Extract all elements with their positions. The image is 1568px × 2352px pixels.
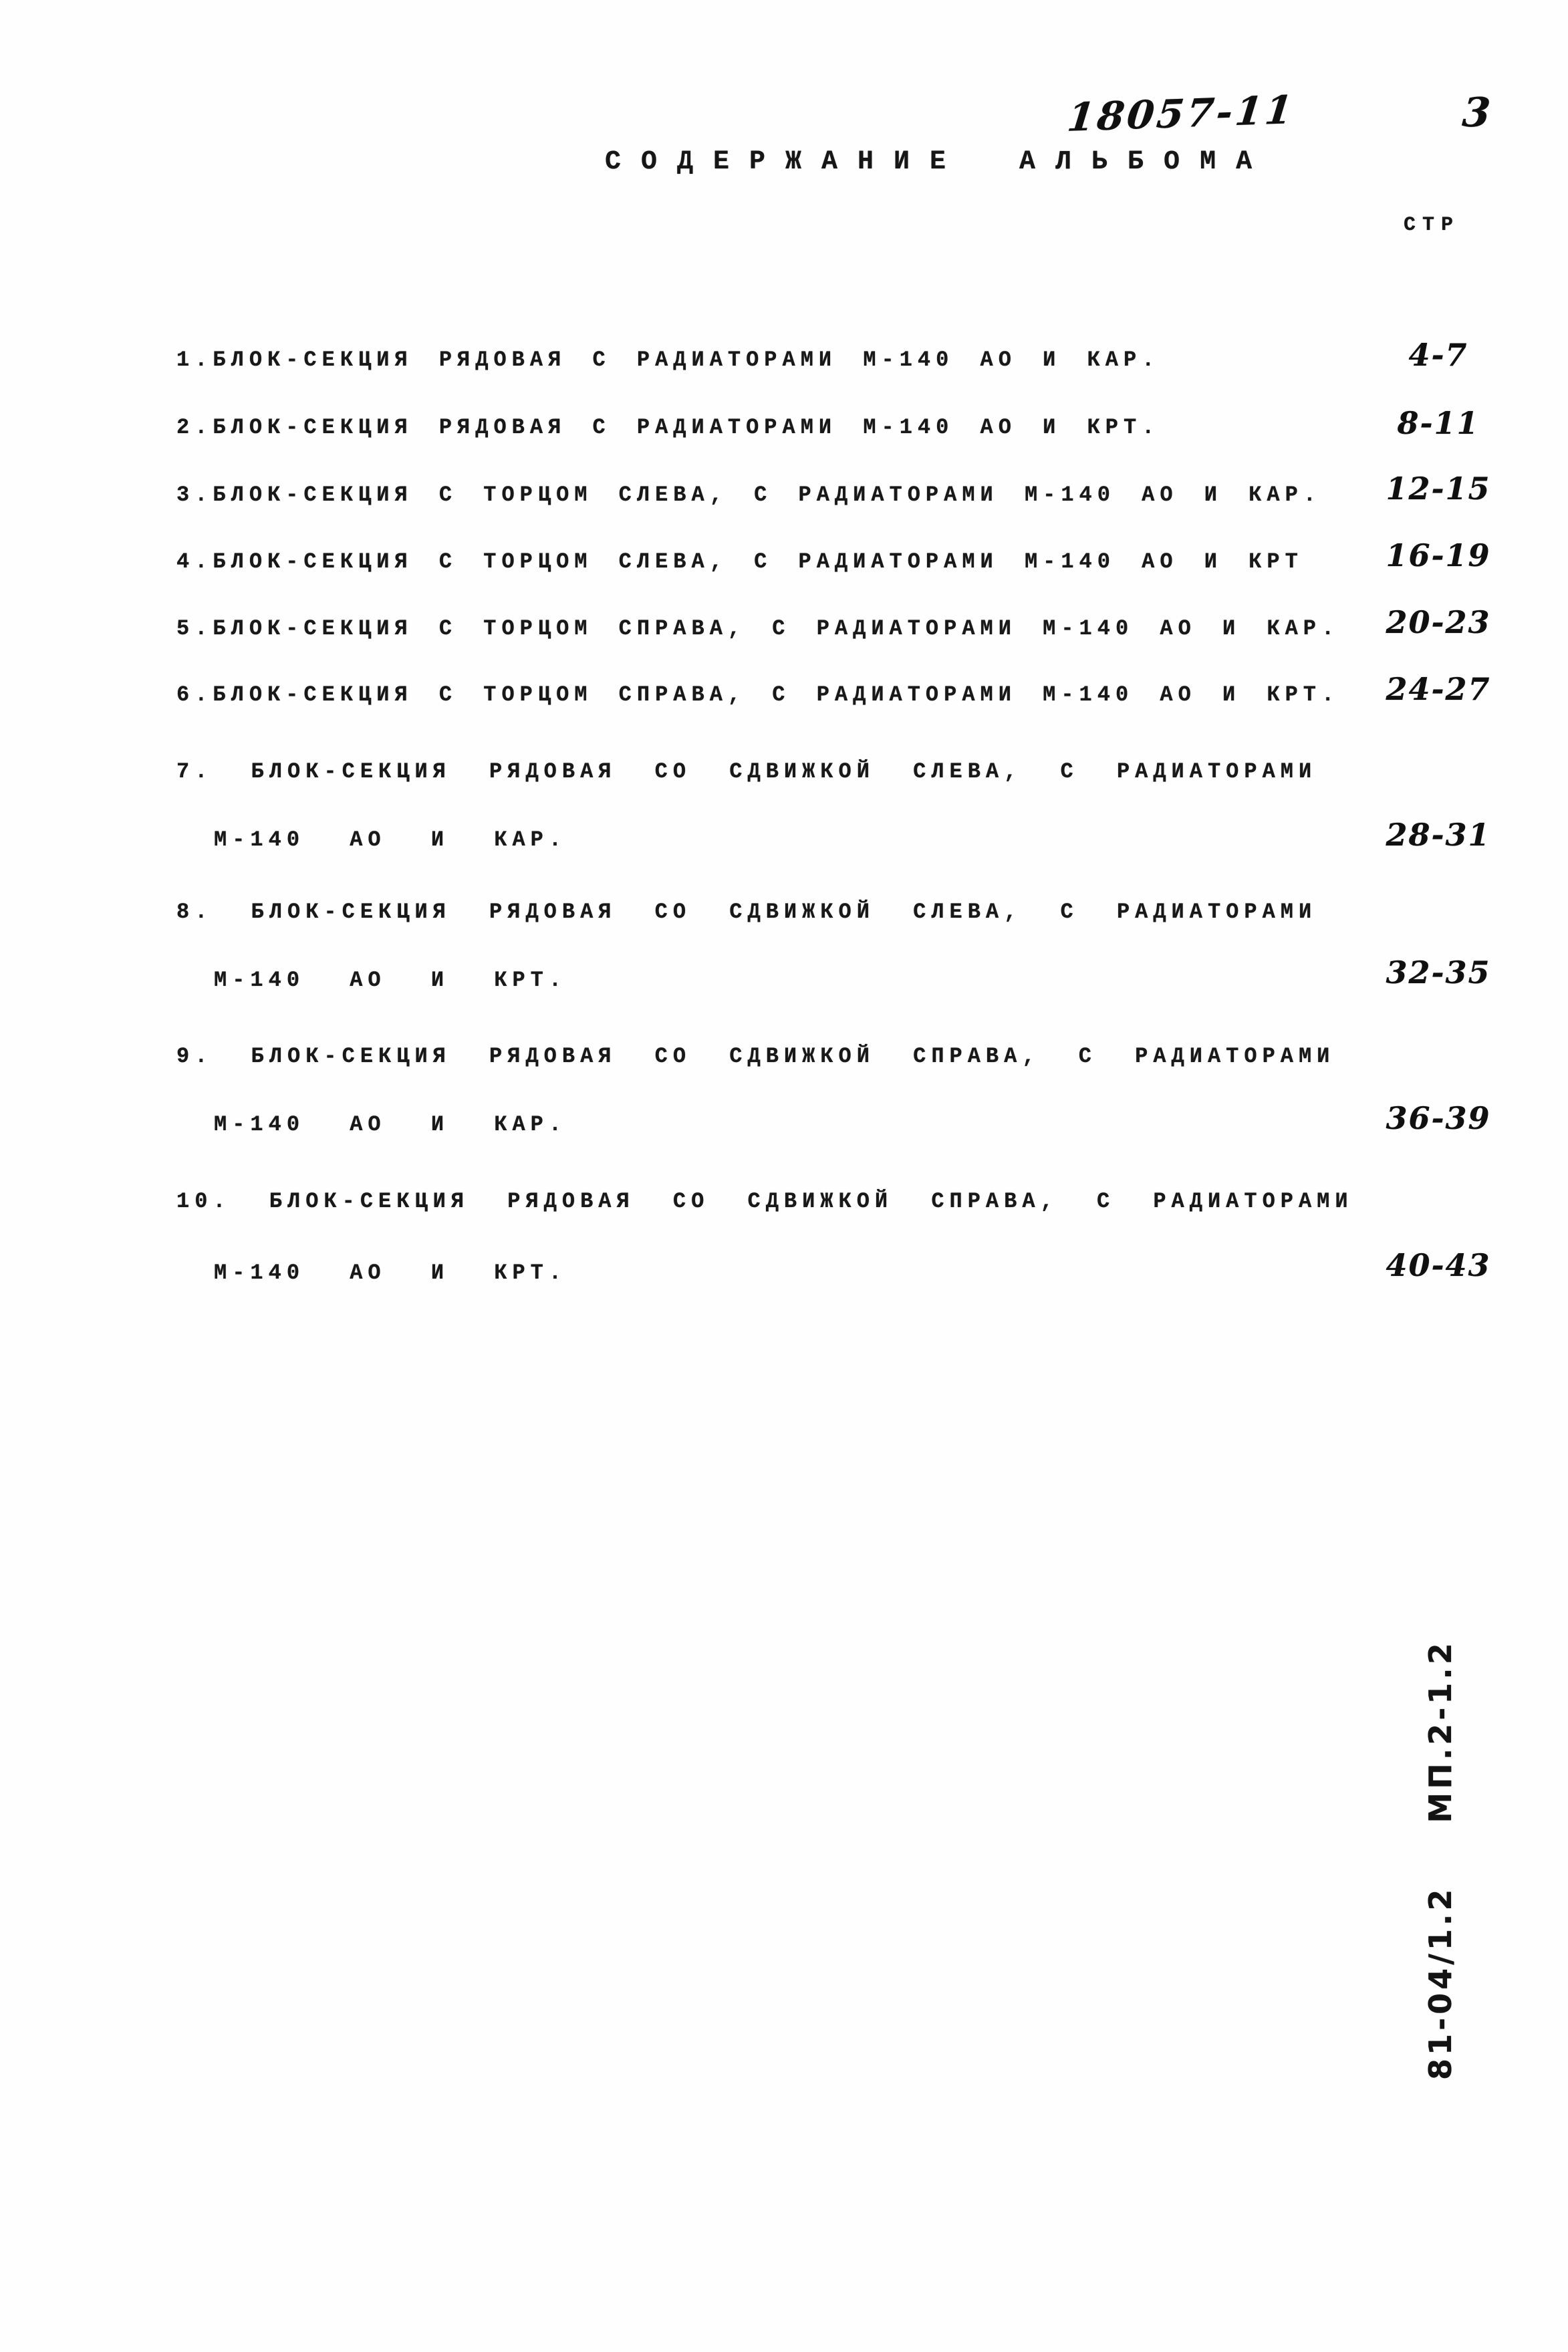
toc-item-page-range: 16-19 — [1386, 537, 1491, 573]
page-number: 3 — [1460, 90, 1492, 136]
doc-number-handwritten: 18057-11 — [1065, 87, 1297, 140]
toc-item-line: 7. БЛОК-СЕКЦИЯ РЯДОВАЯ СО СДВИЖКОЙ СЛЕВА, С РАДИАТОРАМИ — [176, 759, 1317, 784]
pages-column-header: СТР — [1404, 214, 1460, 237]
toc-item-line: 5.БЛОК-СЕКЦИЯ С ТОРЦОМ СПРАВА, С РАДИАТОРАМИ М-140 АО И КАР. — [176, 616, 1340, 641]
toc-item-line: 1.БЛОК-СЕКЦИЯ РЯДОВАЯ С РАДИАТОРАМИ М-140 АО И КАР. — [176, 348, 1160, 372]
toc-item-line-continuation: М-140 АО И КАР. — [214, 827, 567, 852]
toc-item-line: 8. БЛОК-СЕКЦИЯ РЯДОВАЯ СО СДВИЖКОЙ СЛЕВА, С РАДИАТОРАМИ — [176, 900, 1317, 924]
toc-item-line: 6.БЛОК-СЕКЦИЯ С ТОРЦОМ СПРАВА, С РАДИАТОРАМИ М-140 АО И КРТ. — [176, 682, 1340, 707]
toc-item-page-range: 20-23 — [1386, 604, 1491, 640]
toc-item-line: 4.БЛОК-СЕКЦИЯ С ТОРЦОМ СЛЕВА, С РАДИАТОРАМИ М-140 АО И КРТ — [176, 549, 1303, 574]
toc-item-page-range: 40-43 — [1386, 1247, 1491, 1283]
page-title: СОДЕРЖАНИЕ АЛЬБОМА — [605, 147, 1273, 177]
toc-item-line: 3.БЛОК-СЕКЦИЯ С ТОРЦОМ СЛЕВА, С РАДИАТОРАМИ М-140 АО И КАР. — [176, 483, 1321, 507]
toc-item-page-range: 32-35 — [1386, 954, 1491, 991]
toc-item-page-range: 28-31 — [1386, 817, 1491, 853]
toc-item-line-continuation: М-140 АО И КРТ. — [214, 968, 567, 993]
toc-item-page-range: 24-27 — [1386, 671, 1491, 707]
side-code-vertical: 81-04/1.2 МП.2-1.2 — [1422, 1640, 1458, 2080]
toc-item-line: 9. БЛОК-СЕКЦИЯ РЯДОВАЯ СО СДВИЖКОЙ СПРАВА, С РАДИАТОРАМИ — [176, 1044, 1335, 1069]
toc-item-line-continuation: М-140 АО И КРТ. — [214, 1261, 567, 1285]
toc-item-page-range: 36-39 — [1386, 1100, 1491, 1136]
toc-item-line: 2.БЛОК-СЕКЦИЯ РЯДОВАЯ С РАДИАТОРАМИ М-140 АО И КРТ. — [176, 415, 1160, 440]
toc-item-page-range: 8-11 — [1397, 405, 1480, 441]
toc-item-page-range: 12-15 — [1386, 471, 1491, 507]
toc-item-line-continuation: М-140 АО И КАР. — [214, 1112, 567, 1137]
toc-item-line: 10. БЛОК-СЕКЦИЯ РЯДОВАЯ СО СДВИЖКОЙ СПРАВА, С РАДИАТОРАМИ — [176, 1189, 1353, 1214]
toc-item-page-range: 4-7 — [1408, 337, 1468, 373]
